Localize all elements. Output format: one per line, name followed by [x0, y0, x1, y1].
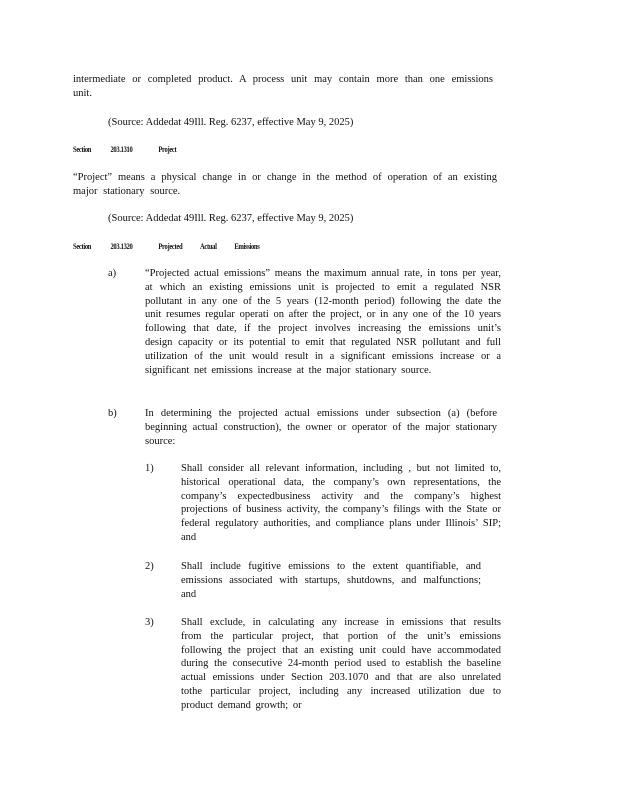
- section-title-word-1: Projected: [158, 242, 183, 251]
- sublist-item-text: Shall exclude, in calculating any increase in emissions that results from the particular project, that portion of the unit’s emissions following the project that an existing unit could have accommodated during the consecutive 24-month period used to establish the baseline actual emissions under Section 203.1070 and that are also unrelated tothe particular project, including any increased utilization due to product demand growth; or: [181, 617, 501, 711]
- section-label: Section: [73, 145, 92, 154]
- sublist-item-label: 2): [145, 561, 154, 572]
- list-item-text: In determining the projected actual emissions under subsection (a) (before beginning actual construction), the owner or operator of the major stationary source:: [145, 408, 497, 447]
- continuation-paragraph: intermediate or completed product. A process unit may contain more than one emissions unit.: [73, 74, 493, 99]
- project-definition: “Project” means a physical change in or change in the method of operation of an existing major stationary source.: [73, 172, 497, 197]
- section-title-word-3: Emissions: [234, 242, 260, 251]
- source-note-1: (Source: Addedat 49Ill. Reg. 6237, effective May 9, 2025): [108, 117, 354, 128]
- section-number: 203.1310: [110, 145, 133, 154]
- sublist-item-label: 3): [145, 617, 154, 628]
- source-note-2: (Source: Addedat 49Ill. Reg. 6237, effective May 9, 2025): [108, 213, 354, 224]
- list-item-text: “Projected actual emissions” means the maximum annual rate, in tons per year, at which an existing emissions unit is projected to emit a regulated NSR pollutant in any one of the 5 years (12-month period) following the date the unit resumes regular operati on after the project, or in any one of the 10 years following that date, if the project involves increasing the emissions unit’s design capacity or its potential to emit that regulated NSR pollutant and full utilization of the unit would result in a significant emissions increase or a significant net emissions increase at the major stationary source.: [145, 268, 501, 376]
- section-heading-1320: [73, 241, 259, 253]
- section-title-word-2: Actual: [199, 242, 217, 251]
- sublist-item-text: Shall consider all relevant information, including , but not limited to, historical operational data, the company’s own representations, the company’s expectedbusiness activity and the company’s highest projections of business activity, the company’s filings with the State or federal regulatory authorities, and compliance plans under Illinois’ SIP; and: [181, 463, 501, 543]
- list-item-label: a): [108, 268, 117, 279]
- list-item-label: b): [108, 408, 117, 419]
- section-number: 203.1320: [110, 242, 133, 251]
- sublist-item-text: Shall include fugitive emissions to the extent quantifiable, and emissions associated with startups, shutdowns, and malfunctions; and: [181, 561, 481, 600]
- section-title: Project: [158, 145, 177, 154]
- section-label: Section: [73, 242, 92, 251]
- section-heading-1310: [73, 144, 176, 156]
- sublist-item-label: 1): [145, 463, 154, 474]
